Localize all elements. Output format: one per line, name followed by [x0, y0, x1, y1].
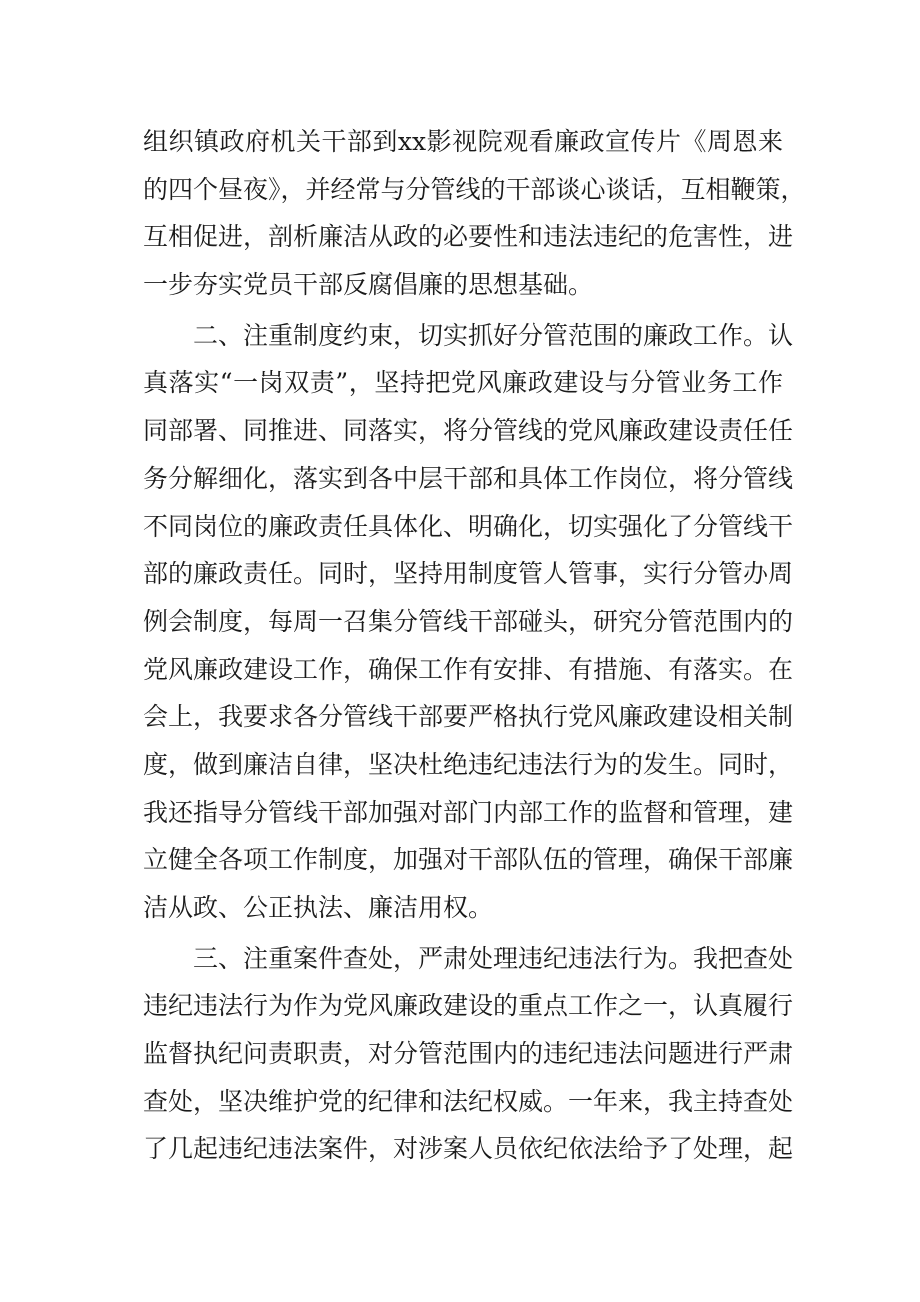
text-line: 洁从政、公正执法、廉洁用权。 [143, 893, 494, 922]
text-line: 二、注重制度约束，切实抓好分管范围的廉政工作。认 [193, 320, 794, 350]
paragraph-2 [143, 312, 794, 932]
body-text [143, 118, 806, 1173]
text-line: 的四个昼夜》，并经常与分管线的干部谈心谈话，互相鞭策， [143, 174, 806, 204]
text-line: 同部署、同推进、同落实，将分管线的党风廉政建设责任任 [143, 416, 794, 446]
text-line: 党风廉政建设工作，确保工作有安排、有措施、有落实。在 [143, 654, 794, 684]
text-line: 查处，坚决维护党的纪律和法纪权威。一年来，我主持查处 [143, 1086, 794, 1116]
text-line: 部的廉政责任。同时，坚持用制度管人管事，实行分管办周 [143, 559, 794, 589]
text-line: 了几起违纪违法案件，对涉案人员依纪依法给予了处理，起 [143, 1134, 794, 1164]
text-line: 立健全各项工作制度，加强对干部队伍的管理，确保干部廉 [143, 845, 794, 875]
paragraph-1 [143, 118, 806, 309]
text-line: 三、注重案件查处，严肃处理违纪违法行为。我把查处 [193, 943, 794, 973]
text-line: 一步夯实党员干部反腐倡廉的思想基础。 [143, 270, 594, 300]
text-line: 不同岗位的廉政责任具体化、明确化，切实强化了分管线干 [143, 511, 794, 541]
text-line: 监督执纪问责职责，对分管范围内的违纪违法问题进行严肃 [143, 1039, 794, 1069]
text-line: 务分解细化，落实到各中层干部和具体工作岗位，将分管线 [143, 463, 794, 493]
paragraph-3 [143, 935, 794, 1173]
text-line: 度，做到廉洁自律，坚决杜绝违纪违法行为的发生。同时， [143, 749, 794, 779]
text-line: 组织镇政府机关干部到xx影视院观看廉政宣传片《周恩来 [143, 127, 783, 156]
text-line: 违纪违法行为作为党风廉政建设的重点工作之一，认真履行 [143, 991, 794, 1021]
text-line: 我还指导分管线干部加强对部门内部工作的监督和管理，建 [143, 797, 794, 827]
text-line: 例会制度，每周一召集分管线干部碰头，研究分管范围内的 [143, 606, 794, 636]
text-line: 真落实“一岗双责”，坚持把党风廉政建设与分管业务工作 [143, 368, 783, 398]
text-line: 会上，我要求各分管线干部要严格执行党风廉政建设相关制 [143, 702, 794, 732]
text-line: 互相促进，剖析廉洁从政的必要性和违法违纪的危害性，进 [143, 222, 794, 252]
